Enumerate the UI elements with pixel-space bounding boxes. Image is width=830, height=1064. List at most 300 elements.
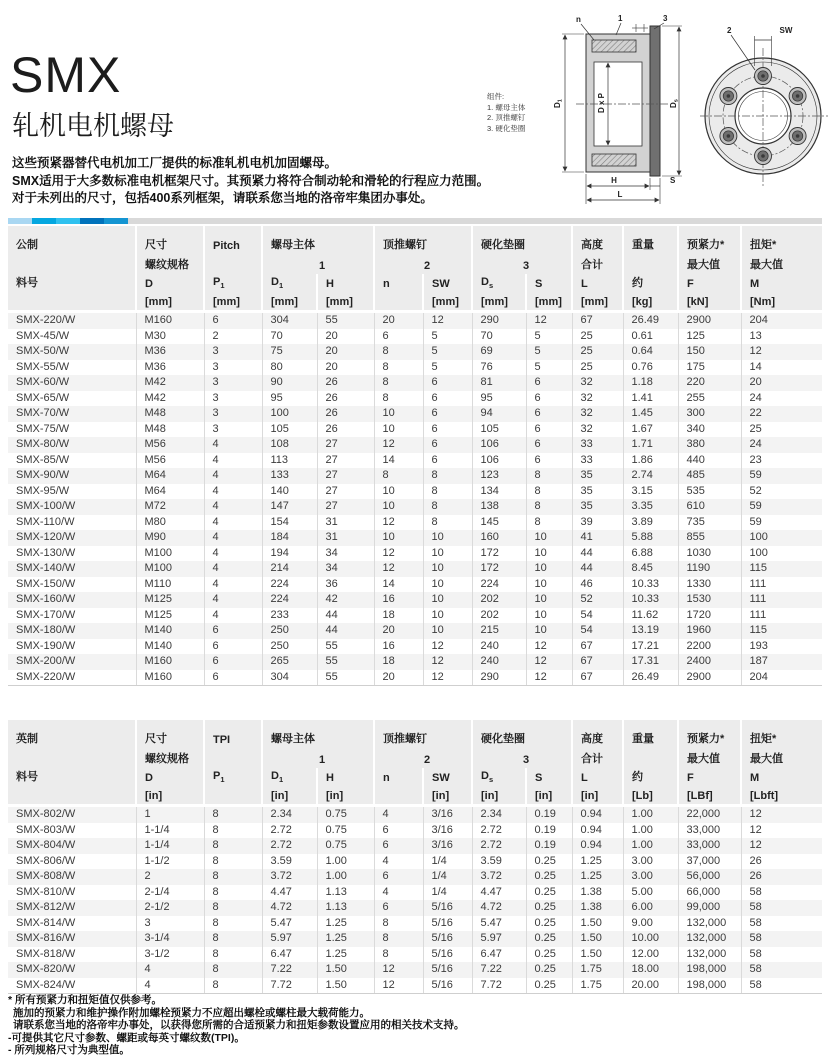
cell: 8 [204, 869, 262, 885]
col-group-torque: 扭矩* [741, 720, 822, 748]
cell: 3/16 [423, 838, 472, 854]
cell: 23 [741, 453, 822, 469]
cell: 33 [572, 453, 623, 469]
table-row [8, 375, 822, 391]
dim-label-d1: D1 [553, 99, 564, 108]
cell: 0.25 [526, 900, 572, 916]
cell: 172 [472, 561, 526, 577]
cell: 147 [262, 499, 317, 515]
cell: 11.62 [623, 608, 678, 624]
cell: SMX-110/W [16, 515, 75, 528]
cell: 193 [741, 639, 822, 655]
cell: M36 [136, 360, 204, 376]
cell: 1.71 [623, 437, 678, 453]
cell: M30 [136, 329, 204, 345]
cell: SMX-810/W [16, 885, 76, 898]
callout-2: 2 [727, 26, 732, 35]
col-group-size: 尺寸 [136, 720, 204, 748]
cell: 12 [741, 344, 822, 360]
cell: 8 [374, 375, 423, 391]
cell: 17.21 [623, 639, 678, 655]
cell: 233 [262, 608, 317, 624]
cell: 100 [262, 406, 317, 422]
cell: 1.75 [572, 978, 623, 994]
cell: 58 [741, 962, 822, 978]
cell: 20 [741, 375, 822, 391]
col-group-nut-body: 螺母主体 [262, 226, 374, 254]
cell: 1.50 [572, 916, 623, 932]
sub-max-m: 最大值 [741, 748, 822, 768]
page-title: SMX [10, 47, 122, 103]
cell: 1-1/4 [136, 823, 204, 839]
cell: 8 [204, 838, 262, 854]
cell: 4 [204, 608, 262, 624]
cell: 6 [423, 422, 472, 438]
screw [789, 128, 806, 145]
cell: 14 [741, 360, 822, 376]
cell: 5/16 [423, 931, 472, 947]
cell: 95 [262, 391, 317, 407]
cell: 18 [374, 654, 423, 670]
cell: 220 [678, 375, 741, 391]
cell: SMX-814/W [16, 916, 76, 929]
cell: 66,000 [678, 885, 741, 901]
unit: [in] [317, 786, 374, 806]
cell: 18.00 [623, 962, 678, 978]
cell: 27 [317, 499, 374, 515]
cell: 39 [572, 515, 623, 531]
cell: 1.50 [317, 962, 374, 978]
cell: 12 [374, 561, 423, 577]
cell: 2.72 [472, 838, 526, 854]
cell: 4 [204, 561, 262, 577]
cell: 6.47 [472, 947, 526, 963]
cell: SMX-200/W [8, 654, 136, 670]
cell: 0.94 [572, 806, 623, 823]
cell: 12 [374, 962, 423, 978]
cell: 20 [374, 312, 423, 329]
cell: SMX-220/W [8, 670, 136, 686]
cell: 2.72 [262, 838, 317, 854]
cell: 44 [572, 546, 623, 562]
cell: 8 [526, 484, 572, 500]
cell: 3 [204, 422, 262, 438]
table-row [8, 468, 822, 484]
cell: M140 [136, 623, 204, 639]
table-row [8, 670, 822, 686]
cell: 8 [204, 931, 262, 947]
cell: 81 [472, 375, 526, 391]
unit: [in] [262, 786, 317, 806]
cell: M160 [136, 654, 204, 670]
cell: 3 [204, 375, 262, 391]
cell: 111 [741, 608, 822, 624]
cell: 33,000 [678, 823, 741, 839]
cell: SMX-55/W [16, 360, 70, 373]
cell: SMX-170/W [16, 608, 76, 621]
cell: 35 [572, 468, 623, 484]
cell: 3-1/2 [136, 947, 204, 963]
cell: 42 [317, 592, 374, 608]
col-H: H [317, 274, 374, 292]
unit: [LBf] [678, 786, 741, 806]
header-group-row [8, 226, 822, 254]
table-row [8, 854, 822, 870]
col-SW: SW [423, 274, 472, 292]
cell: 106 [472, 437, 526, 453]
cell: M48 [136, 406, 204, 422]
cell: 1.50 [317, 978, 374, 994]
cell: SMX-75/W [16, 422, 70, 435]
col-S: S [526, 274, 572, 292]
cell: SMX-130/W [16, 546, 76, 559]
cell: 113 [262, 453, 317, 469]
table-row [8, 515, 822, 531]
cell: 115 [741, 561, 822, 577]
cell: 1030 [678, 546, 741, 562]
cell: M42 [136, 375, 204, 391]
cell: 2.72 [262, 823, 317, 839]
cell: 0.75 [317, 823, 374, 839]
table-row [8, 931, 822, 947]
cell: 2900 [678, 312, 741, 329]
cell: 4 [204, 453, 262, 469]
cell: 35 [572, 499, 623, 515]
cell: 8 [526, 499, 572, 515]
cell: 41 [572, 530, 623, 546]
legend-item: 3. 硬化垫圈 [487, 123, 526, 133]
cell: 12 [374, 515, 423, 531]
sub-max-f: 最大值 [678, 748, 741, 768]
cell: 10.33 [623, 592, 678, 608]
col-part-no: 料号 [8, 274, 136, 292]
cell: 34 [317, 561, 374, 577]
cell: 12.00 [623, 947, 678, 963]
cell: 8 [374, 931, 423, 947]
cell: 8 [204, 806, 262, 823]
front-view-diagram [700, 22, 830, 192]
cell: 54 [572, 623, 623, 639]
screw [755, 68, 772, 85]
cell: 150 [678, 344, 741, 360]
cell: 20.00 [623, 978, 678, 994]
cell: 10 [526, 577, 572, 593]
unit: [in] [472, 786, 526, 806]
bar-segment [56, 218, 80, 224]
cell: M64 [136, 468, 204, 484]
cell: 37,000 [678, 854, 741, 870]
cell: 6 [526, 391, 572, 407]
cell: 5 [526, 344, 572, 360]
cell: M64 [136, 484, 204, 500]
cell: 0.75 [317, 806, 374, 823]
cell: 610 [678, 499, 741, 515]
cell: SMX-60/W [8, 375, 136, 391]
cell: M160 [136, 670, 204, 686]
legend-item: 1. 螺母主体 [487, 102, 526, 112]
cell: 3/16 [423, 806, 472, 823]
cell: 26.49 [623, 670, 678, 686]
cell: 1.25 [317, 931, 374, 947]
cell: 1.86 [623, 453, 678, 469]
unit: [mm] [472, 292, 526, 312]
cell: 111 [741, 592, 822, 608]
jack-screw-top [592, 40, 636, 52]
cell: 133 [262, 468, 317, 484]
cell: 1.13 [317, 885, 374, 901]
cell: 25 [741, 422, 822, 438]
cell: 6 [526, 406, 572, 422]
metric-table-body [8, 312, 822, 686]
cell: 1.18 [623, 375, 678, 391]
screw [720, 88, 737, 105]
table-row [8, 869, 822, 885]
cell: 105 [472, 422, 526, 438]
callout-1: 1 [618, 14, 623, 23]
cell: 10 [526, 530, 572, 546]
cell: 3 [204, 344, 262, 360]
cell: 0.25 [526, 869, 572, 885]
cell: 1/4 [423, 885, 472, 901]
header-symbol-row [8, 274, 822, 292]
cell: 12 [374, 437, 423, 453]
cell: 12 [423, 670, 472, 686]
cell: 4 [374, 854, 423, 870]
col-D: D [136, 274, 204, 292]
cell: 250 [262, 623, 317, 639]
cell: 52 [741, 484, 822, 500]
section-view-diagram [550, 12, 710, 212]
unit [374, 786, 423, 806]
header-units-row [8, 292, 822, 312]
cell: 8 [204, 900, 262, 916]
unit [204, 786, 262, 806]
cell: M80 [136, 515, 204, 531]
cell: 3.59 [472, 854, 526, 870]
cell: SMX-50/W [8, 344, 136, 360]
description-line: 这些预紧器替代电机加工厂提供的标准轧机电机加固螺母。 [12, 156, 338, 170]
cell: 10 [423, 608, 472, 624]
cell: 1.50 [572, 947, 623, 963]
cell: 8 [526, 468, 572, 484]
col-group-preload: 预紧力* [678, 720, 741, 748]
cell: 5.97 [262, 931, 317, 947]
cell: 5/16 [423, 947, 472, 963]
dim-label-ds: Ds [669, 99, 680, 108]
cell: 3 [136, 916, 204, 932]
unit: [Nm] [741, 292, 822, 312]
description-line: SMX适用于大多数标准电机框架尺寸。其预紧力将符合制动轮和滑轮的行程应力范围。 [12, 173, 490, 188]
sub-item-2: 2 [374, 254, 472, 274]
cell: 160 [472, 530, 526, 546]
cell: 6.88 [623, 546, 678, 562]
imperial-table-block [8, 720, 822, 994]
header-symbol-row [8, 768, 822, 786]
cell: 1.13 [317, 900, 374, 916]
cell: 8 [204, 885, 262, 901]
cell: 8 [374, 947, 423, 963]
cell: 8.45 [623, 561, 678, 577]
cell: 25 [572, 329, 623, 345]
description [12, 155, 489, 208]
cell: 0.76 [623, 360, 678, 376]
col-n: n [374, 274, 423, 292]
cell: 24 [741, 391, 822, 407]
cell: SMX-65/W [16, 391, 70, 404]
cell: 2200 [678, 639, 741, 655]
cell: 4 [204, 530, 262, 546]
cell: 340 [678, 422, 741, 438]
cell: M110 [136, 577, 204, 593]
cell: 1/4 [423, 854, 472, 870]
cell: 8 [374, 468, 423, 484]
cell: 125 [678, 329, 741, 345]
cell: 55 [317, 639, 374, 655]
cell: 10 [374, 484, 423, 500]
cell: 4 [374, 885, 423, 901]
cell: 0.94 [572, 838, 623, 854]
col-D1: $D_1$ [262, 768, 317, 786]
cell: 8 [423, 515, 472, 531]
unit: [in] [423, 786, 472, 806]
cell: 10 [423, 577, 472, 593]
cell: 4 [204, 515, 262, 531]
col-F: F [678, 274, 741, 292]
cell: 10 [423, 530, 472, 546]
cell: 6 [374, 900, 423, 916]
cell: 9.00 [623, 916, 678, 932]
cell: 10 [526, 546, 572, 562]
col-group-jack-screw: 顶推螺钉 [374, 226, 472, 254]
cell: 54 [572, 608, 623, 624]
footnote-line: * 所有预紧力和扭矩值仅供参考。 [8, 994, 163, 1006]
cell: 24 [741, 437, 822, 453]
cell: 134 [472, 484, 526, 500]
cell: 2-1/4 [136, 885, 204, 901]
bar-segment [8, 218, 32, 224]
cell: 105 [262, 422, 317, 438]
cell: 1.25 [572, 854, 623, 870]
cell: 90 [262, 375, 317, 391]
cell: 1190 [678, 561, 741, 577]
unit: [mm] [526, 292, 572, 312]
cell: 172 [472, 546, 526, 562]
cell: 3.59 [262, 854, 317, 870]
cell: 12 [526, 312, 572, 329]
cell: 10.00 [623, 931, 678, 947]
cell: SMX-812/W [8, 900, 136, 916]
sub-thread-spec: 螺纹规格 [136, 748, 204, 768]
screw [755, 148, 772, 165]
cell: 4 [204, 499, 262, 515]
cell: M56 [136, 453, 204, 469]
table-row [8, 329, 822, 345]
cell: 6 [423, 391, 472, 407]
cell: 6 [374, 823, 423, 839]
cell: 12 [526, 639, 572, 655]
table-row [8, 422, 822, 438]
cell: 440 [678, 453, 741, 469]
cell: 67 [572, 312, 623, 329]
cell: SMX-95/W [16, 484, 70, 497]
cell: 304 [262, 670, 317, 686]
cell: 5.88 [623, 530, 678, 546]
table-row [8, 900, 822, 916]
cell: 75 [262, 344, 317, 360]
col-approx: 约 [623, 274, 678, 292]
cell: 138 [472, 499, 526, 515]
cell: 10.33 [623, 577, 678, 593]
sub-item-1: 1 [262, 254, 374, 274]
table-row [8, 806, 822, 823]
cell: 2 [204, 329, 262, 345]
table-row [8, 577, 822, 593]
col-group-tpi: TPI [204, 720, 262, 748]
cell: 1960 [678, 623, 741, 639]
cell: 224 [262, 592, 317, 608]
cell: 3.89 [623, 515, 678, 531]
cell: 855 [678, 530, 741, 546]
cell: 7.72 [472, 978, 526, 994]
cell: 6 [526, 422, 572, 438]
cell: 6 [204, 654, 262, 670]
cell: 31 [317, 515, 374, 531]
table-row [8, 437, 822, 453]
cell: 0.19 [526, 838, 572, 854]
cell: 6 [204, 639, 262, 655]
cell: 111 [741, 577, 822, 593]
cell: 10 [526, 592, 572, 608]
table-row [8, 453, 822, 469]
cell: 1.00 [317, 869, 374, 885]
cell: 4 [136, 962, 204, 978]
cell: 20 [374, 670, 423, 686]
cell: 4 [204, 592, 262, 608]
cell: 10 [423, 561, 472, 577]
cell: 5 [423, 360, 472, 376]
cell: 535 [678, 484, 741, 500]
screw [789, 88, 806, 105]
table-row [8, 312, 822, 329]
cell: 0.25 [526, 978, 572, 994]
cell: 10 [374, 530, 423, 546]
col-P1: $P_1$ [204, 768, 262, 786]
cell: 100 [741, 546, 822, 562]
col-F: F [678, 768, 741, 786]
cell: 17.31 [623, 654, 678, 670]
cell: 26 [317, 375, 374, 391]
bar-segment [80, 218, 104, 224]
col-S: S [526, 768, 572, 786]
cell: 5 [526, 329, 572, 345]
cell: 12 [741, 838, 822, 854]
unit: [mm] [136, 292, 204, 312]
cell: 13.19 [623, 623, 678, 639]
cell: 4.72 [262, 900, 317, 916]
sub-item-2: 2 [374, 748, 472, 768]
cell: 8 [204, 978, 262, 994]
cell: 12 [423, 654, 472, 670]
cell: 140 [262, 484, 317, 500]
col-part-no: 料号 [8, 768, 136, 786]
cell: 100 [741, 530, 822, 546]
cell: 1.00 [623, 806, 678, 823]
cell: SMX-80/W [8, 437, 136, 453]
cell: 16 [374, 639, 423, 655]
table-row [8, 499, 822, 515]
cell: 25 [572, 360, 623, 376]
sub-total: 合计 [572, 748, 623, 768]
